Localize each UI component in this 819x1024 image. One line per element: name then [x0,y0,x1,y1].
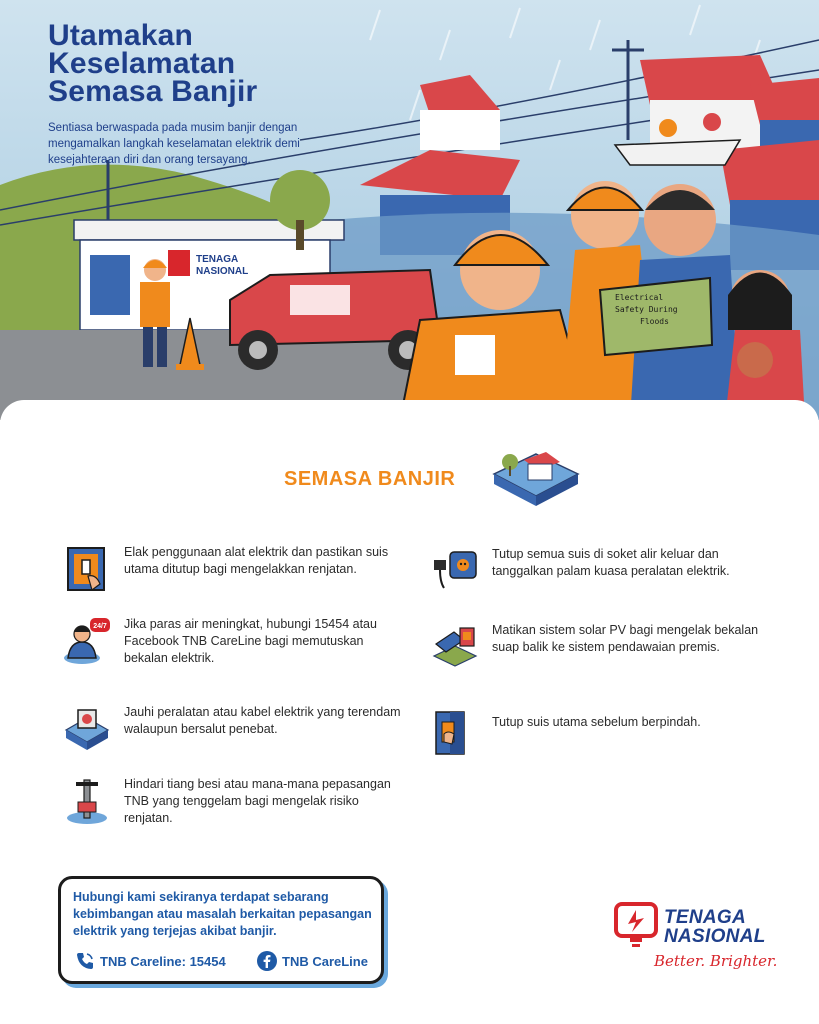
facebook-careline-link[interactable] [257,951,368,971]
item-text: Tutup suis utama sebelum berpindah. [492,715,701,729]
socket-plug-icon [430,546,480,596]
list-item [62,704,412,754]
careline-phone-label: TNB Careline: 15454 [100,953,226,969]
hero-title-line2: Keselamatan [48,47,236,80]
submerged-pole-icon [62,776,112,826]
hero-illustration [0,0,819,420]
logo-tagline: Better. Brighter. [654,952,778,970]
book-text-line1: Electrical [615,293,664,302]
hero-title-line1: Utamakan [48,19,193,52]
list-item [62,544,412,594]
tnb-logo [612,902,782,992]
solar-panel-icon [430,622,480,672]
list-item [62,616,412,667]
hero-title [48,19,348,108]
item-text: Matikan sistem solar PV bagi mengelak bekalan suap balik ke sistem pendawaian premis. [492,623,759,654]
contact-text: Hubungi kami sekiranya terdapat sebarang kebimbangan atau masalah berkaitan pepasangan elektrik yang terjejas akibat banjir. [73,890,372,938]
facebook-careline-label: TNB CareLine [282,953,368,969]
switch-off-icon [430,708,480,758]
list-item [62,776,412,827]
list-item [430,622,790,672]
station-sign-text: TENAGA [196,254,239,265]
hero-subtitle: Sentiasa berwaspada pada musim banjir dengan mengamalkan langkah keselamatan elektrik demi kesejahteraan diri dan orang tersayang. [48,122,300,166]
logo-line1: TENAGA [664,907,747,928]
list-item [430,546,790,596]
flooded-house-icon [488,440,584,512]
phone-icon [75,951,95,971]
careline-phone-link[interactable] [75,951,226,971]
logo-line2: NASIONAL [664,926,766,947]
submerged-appliance-icon [62,704,112,754]
tnb-logo-mark-icon [614,902,658,950]
item-text: Hindari tiang besi atau mana-mana pepasangan TNB yang tenggelam bagi mengelak risiko renjatan. [124,777,391,825]
logo-wordmark [664,908,766,946]
hero-title-line3: Semasa Banjir [48,75,258,108]
facebook-icon [257,951,277,971]
svg-text:Safety During: Safety During [615,305,678,314]
item-text: Jika paras air meningkat, hubungi 15454 atau Facebook TNB CareLine bagi memutuskan bekalan elektrik. [124,617,377,665]
item-text: Tutup semua suis di soket alir keluar dan tanggalkan palam kuasa peralatan elektrik. [492,547,730,578]
section-title: SEMASA BANJIR [284,468,456,490]
item-text: Elak penggunaan alat elektrik dan pastikan suis utama ditutup bagi mengelakkan renjatan. [124,545,389,576]
call-center-icon [62,616,112,666]
list-item [430,708,790,758]
item-text: Jauhi peralatan atau kabel elektrik yang terendam walaupun bersalut penebat. [124,705,401,736]
contact-box [58,876,384,984]
svg-text:NASIONAL: NASIONAL [196,266,249,277]
main-switch-icon [62,544,112,594]
badge-24-7: 24/7 [93,623,107,630]
svg-text:Floods: Floods [640,317,669,326]
